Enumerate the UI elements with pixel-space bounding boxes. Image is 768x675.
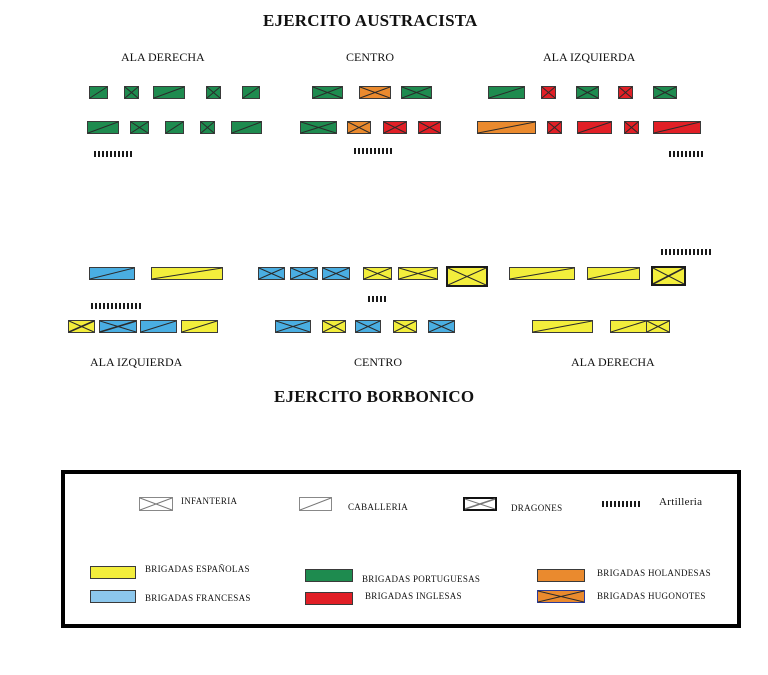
legend-portuguese-label: BRIGADAS PORTUGUESAS: [362, 574, 481, 584]
austracista-english-infantry-unit: [418, 121, 441, 134]
austracista-english-infantry-unit: [618, 86, 633, 99]
label-borbonico-left-wing: ALA IZQUIERDA: [90, 355, 183, 369]
legend: [61, 470, 741, 628]
austracista-dutch-cavalry-unit: [477, 121, 536, 134]
austracista-artillery-left: [669, 151, 703, 157]
borbonico-spanish-infantry-unit: [393, 320, 417, 333]
austracista-portuguese-infantry-unit: [576, 86, 599, 99]
title-austracista: EJERCITO AUSTRACISTA: [263, 11, 478, 30]
label-austracista-center: CENTRO: [346, 50, 394, 64]
austracista-portuguese-infantry-unit: [401, 86, 432, 99]
borbonico-spanish-infantry-unit: [646, 320, 670, 333]
legend-spanish-swatch: [90, 566, 136, 579]
austracista-portuguese-cavalry-unit: [89, 86, 108, 99]
austracista-portuguese-infantry-unit: [130, 121, 149, 134]
legend-english-label: BRIGADAS INGLESAS: [365, 591, 462, 601]
borbonico-french-cavalry-unit: [89, 267, 135, 280]
legend-infantry-label: INFANTERIA: [181, 496, 238, 506]
legend-infantry-symbol: [139, 497, 173, 511]
borbonico-spanish-cavalry-unit: [181, 320, 218, 333]
title-borbonico: EJERCITO BORBONICO: [274, 387, 475, 406]
borbonico-spanish-dragoons-unit: [651, 266, 686, 286]
austracista-portuguese-infantry-unit: [124, 86, 139, 99]
austracista-portuguese-cavalry-unit: [231, 121, 262, 134]
legend-cavalry-symbol: [299, 497, 332, 511]
austracista-portuguese-infantry-unit: [312, 86, 343, 99]
legend-huguenot-label: BRIGADAS HUGONOTES: [597, 591, 706, 601]
austracista-portuguese-cavalry-unit: [242, 86, 260, 99]
legend-english-swatch: [305, 592, 353, 605]
legend-french-label: BRIGADAS FRANCESAS: [145, 593, 251, 603]
austracista-artillery-center: [354, 148, 392, 154]
legend-huguenot-swatch: [537, 590, 585, 603]
borbonico-spanish-cavalry-unit: [610, 320, 647, 333]
borbonico-french-infantry-unit: [275, 320, 311, 333]
legend-artillery-symbol: [602, 501, 642, 507]
borbonico-artillery-right: [661, 249, 713, 255]
austracista-english-cavalry-unit: [653, 121, 701, 134]
borbonico-french-dragoons-unit: [99, 320, 137, 333]
label-borbonico-right-wing: ALA DERECHA: [571, 355, 655, 369]
borbonico-french-infantry-unit: [290, 267, 318, 280]
austracista-english-infantry-unit: [541, 86, 556, 99]
legend-artillery-label: Artilleria: [659, 496, 703, 508]
austracista-english-infantry-unit: [547, 121, 562, 134]
borbonico-spanish-infantry-unit: [363, 267, 392, 280]
legend-dutch-swatch: [537, 569, 585, 582]
austracista-english-infantry-unit: [624, 121, 639, 134]
borbonico-artillery-center: [368, 296, 388, 302]
austracista-english-infantry-unit: [383, 121, 407, 134]
legend-portuguese-swatch: [305, 569, 353, 582]
label-austracista-left-wing: ALA IZQUIERDA: [543, 50, 636, 64]
borbonico-french-infantry-unit: [258, 267, 285, 280]
austracista-portuguese-infantry-unit: [653, 86, 677, 99]
borbonico-french-infantry-unit: [322, 267, 350, 280]
austracista-portuguese-cavalry-unit: [165, 121, 184, 134]
austracista-dutch-infantry-unit: [359, 86, 391, 99]
legend-cavalry-label: CABALLERIA: [348, 502, 408, 512]
legend-french-swatch: [90, 590, 136, 603]
austracista-portuguese-infantry-unit: [300, 121, 337, 134]
legend-spanish-label: BRIGADAS ESPAÑOLAS: [145, 564, 250, 574]
legend-dragoons-symbol: [463, 497, 497, 511]
legend-dragoons-label: DRAGONES: [511, 503, 563, 513]
borbonico-spanish-dragoons-unit: [68, 320, 95, 333]
austracista-portuguese-cavalry-unit: [488, 86, 525, 99]
borbonico-spanish-infantry-unit: [446, 266, 488, 287]
austracista-portuguese-infantry-unit: [200, 121, 215, 134]
borbonico-spanish-cavalry-unit: [509, 267, 575, 280]
austracista-dutch-infantry-unit: [347, 121, 371, 134]
austracista-english-cavalry-unit: [577, 121, 612, 134]
borbonico-spanish-infantry-unit: [398, 267, 438, 280]
borbonico-spanish-cavalry-unit: [532, 320, 593, 333]
borbonico-french-infantry-unit: [355, 320, 381, 333]
borbonico-spanish-cavalry-unit: [151, 267, 223, 280]
austracista-portuguese-infantry-unit: [206, 86, 221, 99]
austracista-portuguese-cavalry-unit: [87, 121, 119, 134]
borbonico-artillery-left: [91, 303, 141, 309]
label-austracista-right-wing: ALA DERECHA: [121, 50, 205, 64]
borbonico-spanish-cavalry-unit: [587, 267, 640, 280]
legend-dutch-label: BRIGADAS HOLANDESAS: [597, 568, 711, 578]
borbonico-french-infantry-unit: [428, 320, 455, 333]
label-borbonico-center: CENTRO: [354, 355, 402, 369]
borbonico-spanish-infantry-unit: [322, 320, 346, 333]
austracista-portuguese-cavalry-unit: [153, 86, 185, 99]
austracista-artillery-right: [94, 151, 134, 157]
borbonico-french-cavalry-unit: [140, 320, 177, 333]
